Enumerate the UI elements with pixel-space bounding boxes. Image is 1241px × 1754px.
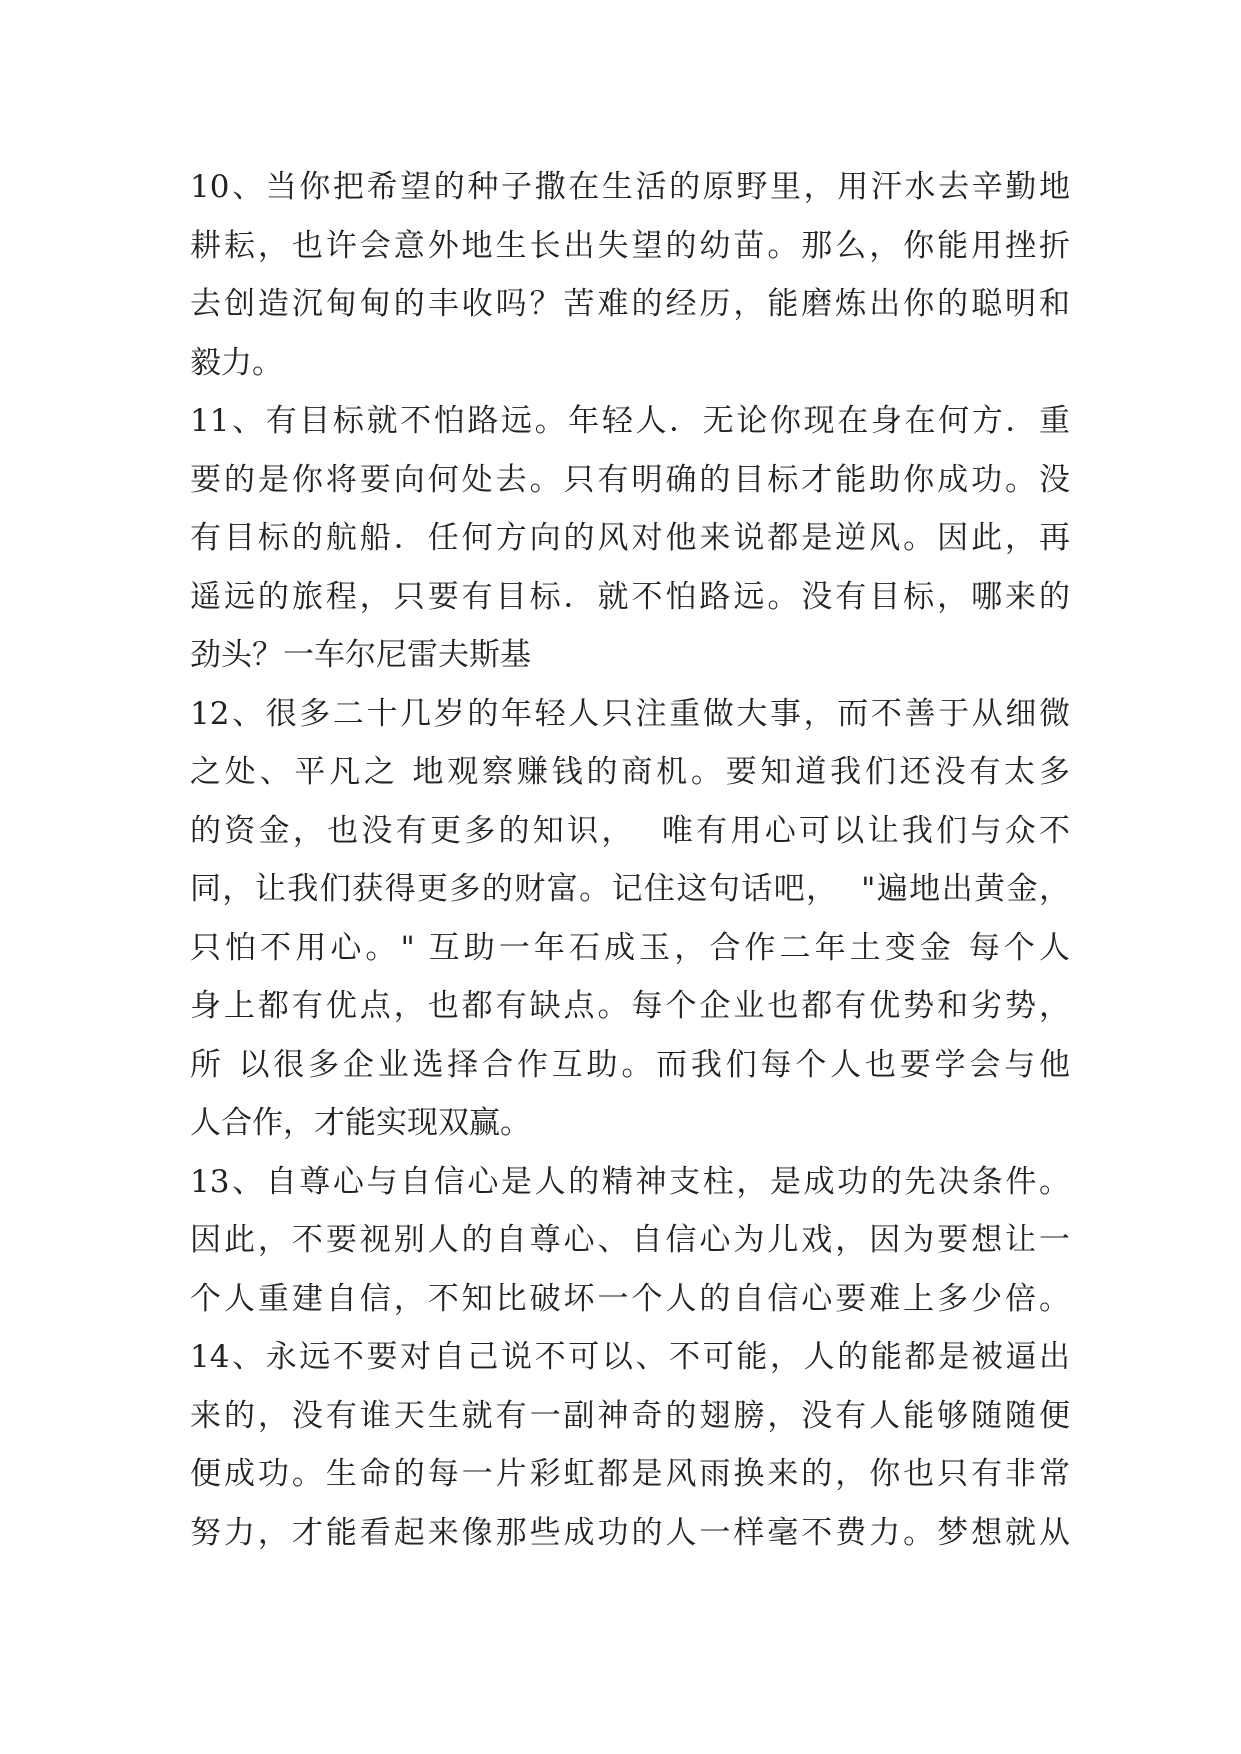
text-line: 个人重建自信，不知比破坏一个人的自信心要难上多少倍。 [190,1280,1070,1317]
text-line: 之处、平凡之 地观察赚钱的商机。要知道我们还没有太多 [190,754,1070,790]
text-line: 来的，没有谁天生就有一副神奇的翅膀，没有人能够随随便 [190,1397,1070,1434]
text-line: 的资金，也没有更多的知识， 唯有用心可以让我们与众不 [190,812,1070,849]
text-line: 11、有目标就不怕路远。年轻人．无论你现在身在何方．重 [190,403,1070,439]
text-line: 要的是你将要向何处去。只有明确的目标才能助你成功。没 [190,461,1070,498]
text-line: 同，让我们获得更多的财富。记住这句话吧， "遍地出黄金， [190,871,1070,907]
text-line: 所 以很多企业选择合作互助。而我们每个人也要学会与他 [190,1046,1070,1083]
text-line: 努力，才能看起来像那些成功的人一样毫不费力。梦想就从 [190,1514,1070,1551]
text-line: 毅力。 [190,344,283,381]
text-line: 身上都有优点，也都有缺点。每个企业也都有优势和劣势， [190,988,1070,1024]
text-line: 10、当你把希望的种子撒在生活的原野里，用汗水去辛勤地 [190,169,1070,205]
text-line: 遥远的旅程，只要有目标．就不怕路远。没有目标，哪来的 [190,578,1070,615]
text-line: 14、永远不要对自己说不可以、不可能，人的能都是被逼出 [190,1339,1070,1375]
text-line: 因此，不要视别人的自尊心、自信心为儿戏，因为要想让一 [190,1222,1070,1258]
text-line: 只怕不用心。" 互助一年石成玉，合作二年土变金 每个人 [190,929,1070,966]
text-line: 人合作，才能实现双赢。 [190,1105,531,1141]
text-line: 耕耘，也许会意外地生长出失望的幼苗。那么，你能用挫折 [190,227,1070,264]
body-text [190,158,1070,1562]
text-line: 去创造沉甸甸的丰收吗？苦难的经历，能磨炼出你的聪明和 [190,286,1070,322]
text-line: 13、自尊心与自信心是人的精神支柱，是成功的先决条件。 [190,1163,1070,1200]
text-line: 有目标的航船．任何方向的风对他来说都是逆风。因此，再 [190,520,1070,556]
text-line: 便成功。生命的每一片彩虹都是风雨换来的，你也只有非常 [190,1456,1070,1492]
text-line: 劲头？一车尔尼雷夫斯基 [190,637,531,673]
text-line: 12、很多二十几岁的年轻人只注重做大事，而不善于从细微 [190,695,1070,732]
